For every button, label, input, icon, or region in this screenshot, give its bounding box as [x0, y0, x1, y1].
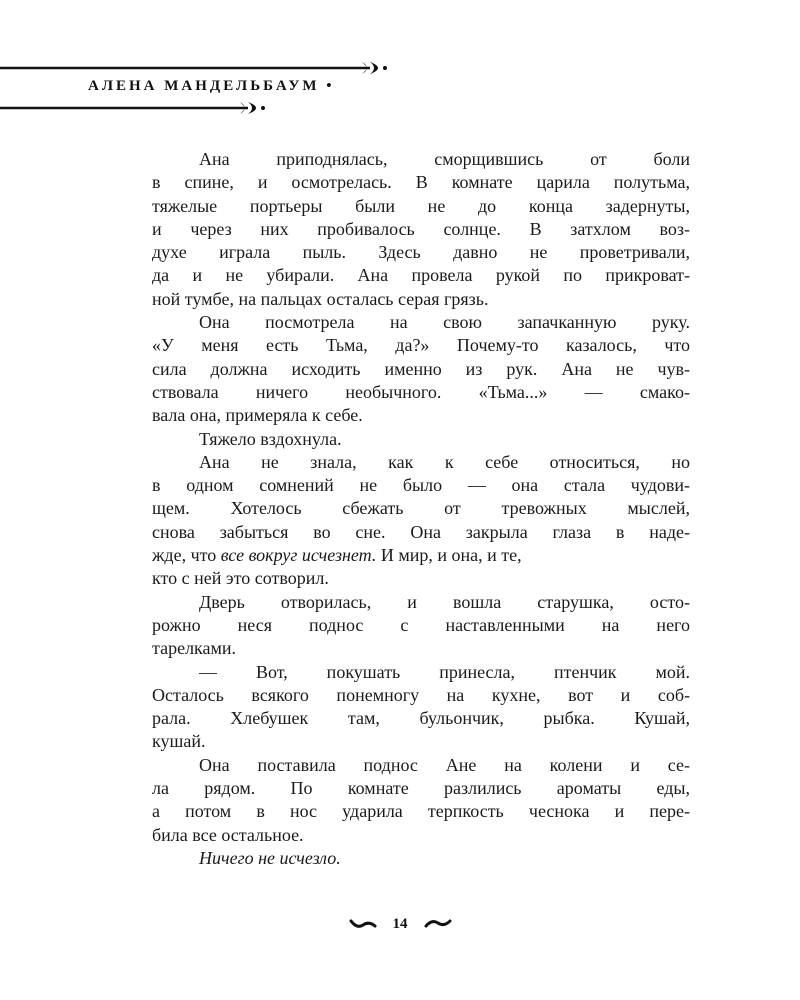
text-line: ла рядом. По комнате разлились ароматы еды,: [152, 778, 690, 799]
swash-left-icon: [349, 917, 377, 931]
text-line: била все остальное.: [152, 824, 304, 845]
text-line: Она поставила поднос Ане на колени и се-: [199, 754, 690, 775]
text-line: и через них пробивалось солнце. В затхлом воз-: [152, 218, 690, 239]
text-line: вала она, примеряла к себе.: [152, 405, 363, 426]
swash-right-icon: [424, 917, 452, 931]
page-number: 14: [392, 915, 408, 932]
body-text: [152, 148, 690, 870]
page-footer: [0, 915, 800, 933]
text-line: Ана не знала, как к себе относиться, но: [199, 451, 690, 472]
text-line: в одном сомнений не было — она стала чудови-: [152, 475, 690, 496]
text-line: Осталось всякого понемногу на кухне, вот и соб-: [152, 684, 690, 705]
text-line: рожно неся поднос с наставленными на него: [152, 614, 690, 635]
text-line: тяжелые портьеры были не до конца задернуты,: [152, 195, 690, 216]
text-line: в спине, и осмотрелась. В комнате царила полутьма,: [152, 172, 690, 193]
text-line: кто с ней это сотворил.: [152, 568, 329, 589]
text-line: щем. Хотелось сбежать от тревожных мыслей,: [152, 498, 690, 519]
text-line: ной тумбе, на пальцах осталась серая грязь.: [152, 288, 489, 309]
text-line: духе играла пыль. Здесь давно не проветривали,: [152, 242, 690, 263]
text-line: Дверь отворилась, и вошла старушка, осто-: [199, 591, 690, 612]
text-line: тарелками.: [152, 638, 237, 659]
text-line: Тяжело вздохнула.: [199, 428, 342, 449]
text-line: кушай.: [152, 731, 206, 752]
text-span: И мир, и она, и те,: [376, 545, 522, 566]
author-name: АЛЕНА МАНДЕЛЬБАУМ •: [88, 78, 335, 94]
text-span: жде, что: [152, 545, 221, 566]
text-line: а потом в нос ударила терпкость чеснока и пере-: [152, 801, 690, 822]
text-line: снова забыться во сне. Она закрыла глаза в наде-: [152, 521, 690, 542]
text-line: ствовала ничего необычного. «Тьма...» — смако-: [152, 381, 690, 402]
text-line-italic: Ничего не исчезло.: [199, 847, 341, 868]
text-line: «У меня есть Тьма, да?» Почему-то казалось, что: [152, 335, 690, 356]
text-line: сила должна исходить именно из рук. Ана не чув-: [152, 358, 690, 379]
text-line: да и не убирали. Ана провела рукой по прикроват-: [152, 265, 690, 286]
text-line: Она посмотрела на свою запачканную руку.: [199, 312, 690, 333]
text-line-mixed: [152, 544, 690, 567]
text-line: Ана приподнялась, сморщившись от боли: [199, 149, 690, 169]
text-line: — Вот, покушать принесла, птенчик мой.: [199, 661, 690, 682]
text-line: рала. Хлебушек там, бульончик, рыбка. Кушай,: [152, 708, 690, 729]
italic-span: все вокруг исчезнет.: [220, 545, 377, 566]
